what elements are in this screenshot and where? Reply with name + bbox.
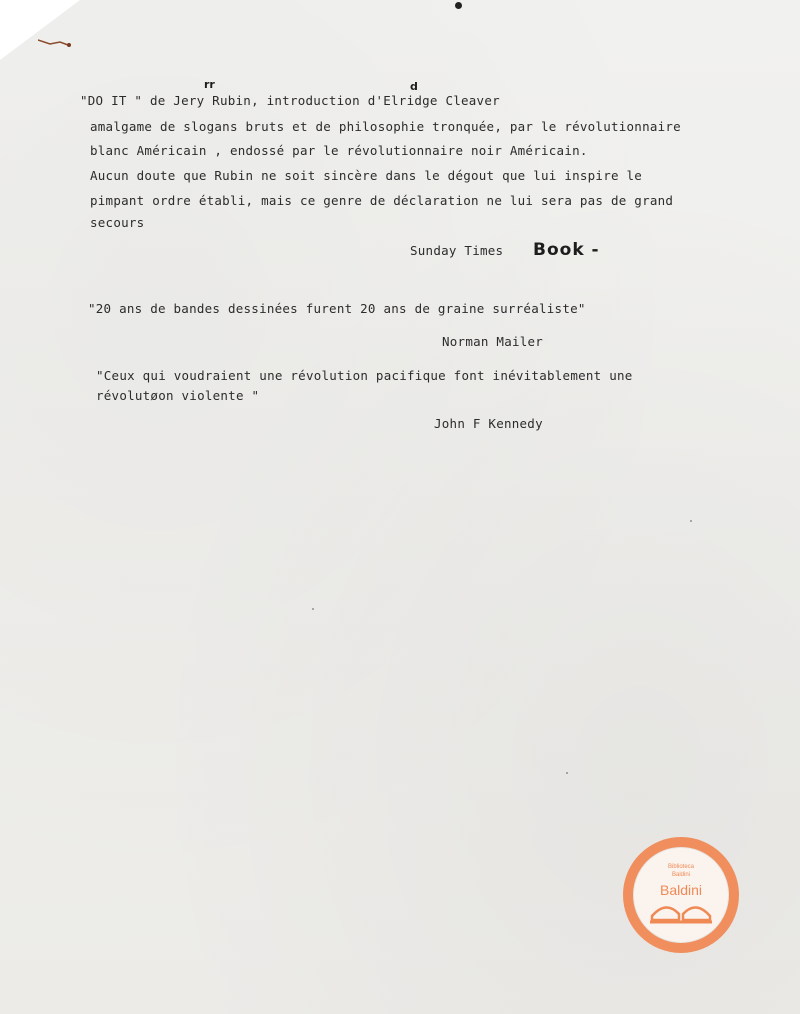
stamp-name: Baldini <box>659 882 703 898</box>
handwritten-note: Book - <box>533 240 600 260</box>
quote-2-author: John F Kennedy <box>434 416 543 431</box>
handwritten-correction-rr: rr <box>204 78 215 91</box>
quote-1-text: "20 ans de bandes dessinées furent 20 ans de graine surréaliste" <box>88 301 586 316</box>
corner-stain <box>38 36 72 48</box>
torn-corner <box>0 0 80 60</box>
review-line-2: amalgame de slogans bruts et de philosophie tronquée, par le révolutionnaire <box>90 119 681 134</box>
quote-1-author: Norman Mailer <box>442 334 544 349</box>
stamp-small-text-1: Biblioteca <box>667 864 695 870</box>
review-line-3: blanc Américain , endossé par le révolutionnaire noir Américain. <box>90 143 588 158</box>
library-stamp-logo <box>622 836 740 954</box>
paper-speck <box>690 520 692 522</box>
quote-2-line-2: révolutøon violente " <box>96 388 260 403</box>
review-line-4: Aucun doute que Rubin ne soit sincère dans le dégout que lui inspire le <box>90 168 643 183</box>
paper-speck <box>566 772 568 774</box>
review-source: Sunday Times <box>410 243 504 258</box>
quote-2-line-1: "Ceux qui voudraient une révolution pacifique font inévitablement une <box>96 368 633 383</box>
handwritten-correction-d: d <box>410 80 418 93</box>
paper-speck <box>312 608 314 610</box>
review-line-5: pimpant ordre établi, mais ce genre de déclaration ne lui sera pas de grand <box>90 193 674 208</box>
stamp-small-text-2: Baldini <box>671 872 691 878</box>
review-line-1: "DO IT " de Jery Rubin, introduction d'Elridge Cleaver <box>80 93 500 108</box>
ink-dot <box>455 2 462 9</box>
review-line-6: secours <box>90 215 145 230</box>
